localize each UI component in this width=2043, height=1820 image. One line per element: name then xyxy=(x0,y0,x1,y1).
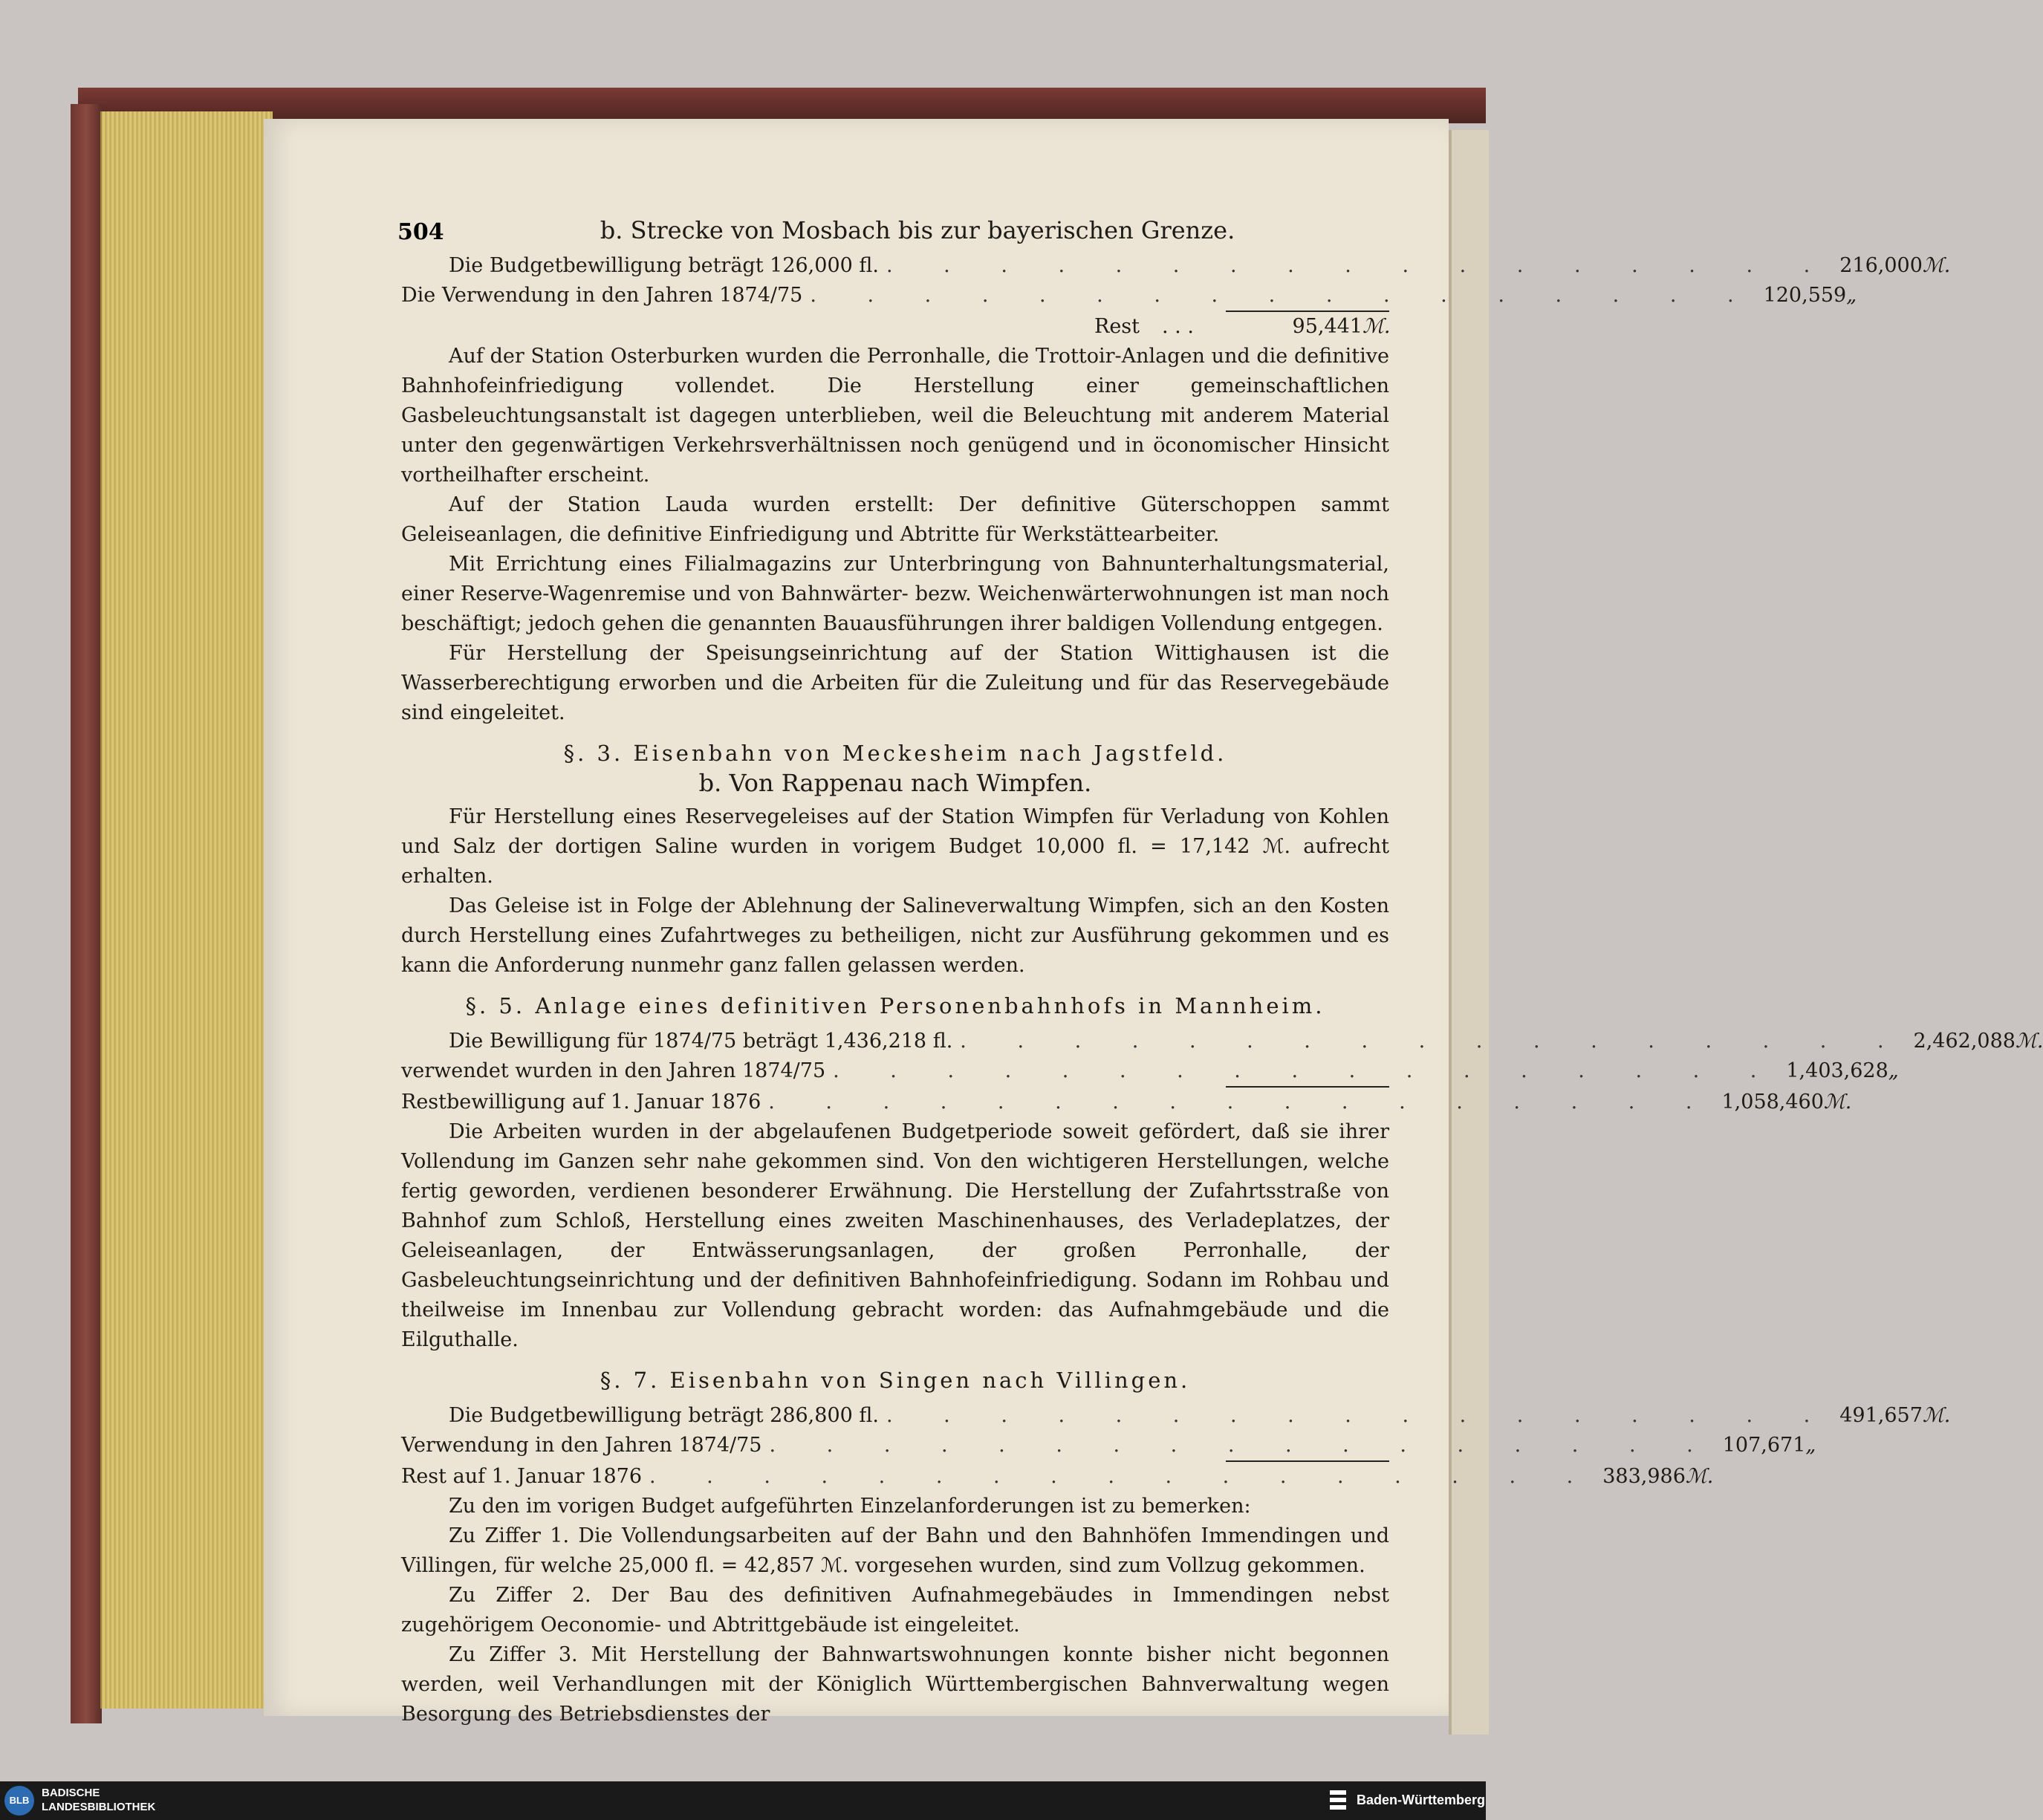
section-heading: §. 3. Eisenbahn von Meckesheim nach Jagstfeld. xyxy=(563,741,1227,766)
account-amount: 1,058,460 xyxy=(1721,1091,1824,1114)
library-name-line: LANDESBIBLIOTHEK xyxy=(42,1801,156,1813)
account-label: Die Budgetbewilligung beträgt 126,000 fl. xyxy=(449,254,879,277)
section-heading: §. 7. Eisenbahn von Singen nach Villingen. xyxy=(600,1368,1191,1393)
dot-leader: . . . . . . . . . . . . . . . . . xyxy=(810,284,1756,307)
account-block xyxy=(401,1027,2043,1117)
library-name-line: BADISCHE xyxy=(42,1787,100,1799)
currency-unit: ℳ. xyxy=(1362,315,1391,338)
currency-unit: ℳ. xyxy=(1823,1091,1852,1114)
account-amount: 107,671 xyxy=(1722,1434,1806,1457)
footer-bar xyxy=(0,1781,1486,1820)
partner-name[interactable]: Baden-Württemberg xyxy=(1357,1793,1486,1807)
currency-unit: „ xyxy=(1888,1059,1899,1082)
account-label: Die Verwendung in den Jahren 1874/75 xyxy=(401,284,803,307)
page-text xyxy=(401,215,2043,1729)
account-row xyxy=(401,1027,2043,1056)
dot-leader: . . . . . . . . . . . . . . . . . xyxy=(886,1404,1833,1427)
currency-unit: ℳ. xyxy=(1922,254,1951,277)
paragraph: Zu Ziffer 3. Mit Herstellung der Bahnwartswohnungen konnte bisher nicht begonnen werden, weil Verhandlungen mit der Königlich Württembergischen Bahnverwaltung wegen Besorgung des Betriebsdienstes der xyxy=(401,1643,1389,1726)
paragraph: Für Herstellung eines Reservegeleises auf der Station Wimpfen für Verladung von Kohlen und Salz der dortigen Saline wurden in vorigem Budget 10,000 fl. = 17,142 ℳ. aufrecht erhalten. xyxy=(401,805,1389,888)
lion-crest-icon xyxy=(1328,1787,1348,1813)
currency-unit: „ xyxy=(1846,284,1857,307)
account-block xyxy=(401,1401,1951,1492)
account-amount: 216,000 xyxy=(1839,254,1923,277)
book-top-edge xyxy=(78,88,1486,123)
currency-unit: ℳ. xyxy=(2015,1030,2043,1053)
page-edges xyxy=(100,111,273,1709)
dot-leader: . . . xyxy=(1162,315,1194,338)
dot-leader: . . . . . . . . . . . . . . . . . xyxy=(768,1091,1715,1114)
account-label: Die Budgetbewilligung beträgt 286,800 fl. xyxy=(449,1404,879,1427)
dot-leader: . . . . . . . . . . . . . . . . . xyxy=(833,1059,1779,1082)
account-amount: 95,441 xyxy=(1292,315,1362,338)
account-row xyxy=(401,251,1951,281)
section-heading: b. Strecke von Mosbach bis zur bayerischen Grenze. xyxy=(600,216,1235,244)
account-amount: 1,403,628 xyxy=(1786,1059,1888,1082)
paragraph: Zu Ziffer 1. Die Vollendungsarbeiten auf der Bahn und den Bahnhöfen Immendingen und Villingen, für welche 25,000 fl. = 42,857 ℳ. vorgesehen wurden, sind zum Vollzug gekommen. xyxy=(401,1524,1389,1577)
section-heading: §. 5. Anlage eines definitiven Personenbahnhofs in Mannheim. xyxy=(465,993,1325,1018)
account-label: Rest xyxy=(1094,315,1140,338)
library-name[interactable] xyxy=(42,1786,155,1814)
account-label: Verwendung in den Jahren 1874/75 xyxy=(401,1434,762,1457)
currency-unit: ℳ. xyxy=(1685,1465,1714,1488)
account-amount: 120,559 xyxy=(1763,284,1847,307)
currency-unit: ℳ. xyxy=(1922,1404,1951,1427)
account-row xyxy=(401,1431,1816,1460)
account-amount: 2,462,088 xyxy=(1913,1030,2016,1053)
paragraph: Zu den im vorigen Budget aufgeführten Einzelanforderungen ist zu bemerken: xyxy=(449,1495,1251,1518)
account-label: Restbewilligung auf 1. Januar 1876 xyxy=(401,1091,761,1114)
account-amount: 491,657 xyxy=(1839,1404,1923,1427)
paragraph: Auf der Station Osterburken wurden die Perronhalle, die Trottoir-Anlagen und die definitive Bahnhofeinfriedigung vollendet. Die Herstellung einer gemeinschaftlichen Gasbeleuchtungsanstalt ist dagegen unterblieben, weil die Beleuchtung mit anderem Material unter den gegenwärtigen Verkehrsverhältnissen noch genügend und in öconomischer Hinsicht vortheilhafter erscheint. xyxy=(401,345,1389,487)
paragraph: Für Herstellung der Speisungseinrichtung auf der Station Wittighausen ist die Wasserberechtigung erworben und die Arbeiten für die Zuleitung und für das Reservegebäude sind eingeleitet. xyxy=(401,642,1389,724)
blb-logo-icon[interactable]: BLB xyxy=(4,1786,34,1816)
account-amount: 383,986 xyxy=(1602,1465,1686,1488)
book-cover-spine xyxy=(71,104,102,1723)
account-label: verwendet wurden in den Jahren 1874/75 xyxy=(401,1059,826,1082)
account-block xyxy=(401,251,1951,342)
paragraph: Zu Ziffer 2. Der Bau des definitiven Aufnahmegebäudes in Immendingen nebst zugehörigem Oeconomie- und Abtrittgebäude ist eingeleitet. xyxy=(401,1584,1389,1637)
paragraph: Die Arbeiten wurden in der abgelaufenen Budgetperiode soweit gefördert, daß sie ihrer Vollendung im Ganzen sehr nahe gekommen sind. Von den wichtigeren Herstellungen, welche fertig geworden, verdienen besonderer Erwähnung. Die Herstellung der Zufahrtsstraße von Bahnhof zum Schloß, Herstellung eines zweiten Maschinenhauses, des Verladeplatzes, der Geleiseanlagen, der Entwässerungsanlagen, der großen Perronhalle, der Gasbeleuchtungseinrichtung und der definitiven Bahnhofeinfriedigung. Sodann im Rohbau und theilweise im Innenbau zur Vollendung gebracht worden: das Aufnahmgebäude und die Eilguthalle. xyxy=(401,1120,1389,1351)
dot-leader: . . . . . . . . . . . . . . . . . xyxy=(886,254,1833,277)
account-rest-row xyxy=(401,312,1389,342)
account-rest-row xyxy=(401,1088,1852,1117)
paragraph: Auf der Station Lauda wurden erstellt: Der definitive Güterschoppen sammt Geleiseanlagen, die definitive Einfriedigung und Abtritte für Werkstättearbeiter. xyxy=(401,493,1389,546)
account-row xyxy=(401,1401,1951,1431)
page-number: 504 xyxy=(397,219,444,245)
account-label: Rest auf 1. Januar 1876 xyxy=(401,1465,642,1488)
account-rest-row xyxy=(401,1462,1714,1492)
facing-page-edge xyxy=(1449,130,1489,1735)
currency-unit: „ xyxy=(1805,1434,1816,1457)
paragraph: Mit Errichtung eines Filialmagazins zur Unterbringung von Bahnunterhaltungsmaterial, einer Reserve-Wagenremise und von Bahnwärter- bezw. Weichenwärterwohnungen ist man noch beschäftigt; jedoch gehen die genannten Bauausführungen ihrer baldigen Vollendung entgegen. xyxy=(401,553,1389,635)
dot-leader: . . . . . . . . . . . . . . . . . xyxy=(769,1434,1715,1457)
subsection-heading: b. Von Rappenau nach Wimpfen. xyxy=(698,769,1092,797)
account-row xyxy=(401,281,1857,311)
dot-leader: . . . . . . . . . . . . . . . . . xyxy=(649,1465,1596,1488)
dot-leader: . . . . . . . . . . . . . . . . . xyxy=(960,1030,1906,1053)
account-row xyxy=(401,1056,1899,1086)
account-label: Die Bewilligung für 1874/75 beträgt 1,436,218 fl. xyxy=(449,1030,953,1053)
paragraph: Das Geleise ist in Folge der Ablehnung der Salineverwaltung Wimpfen, sich an den Kosten durch Herstellung eines Zufahrtweges zu betheiligen, nicht zur Ausführung gekommen und es kann die Anforderung nunmehr ganz fallen gelassen werden. xyxy=(401,894,1389,977)
